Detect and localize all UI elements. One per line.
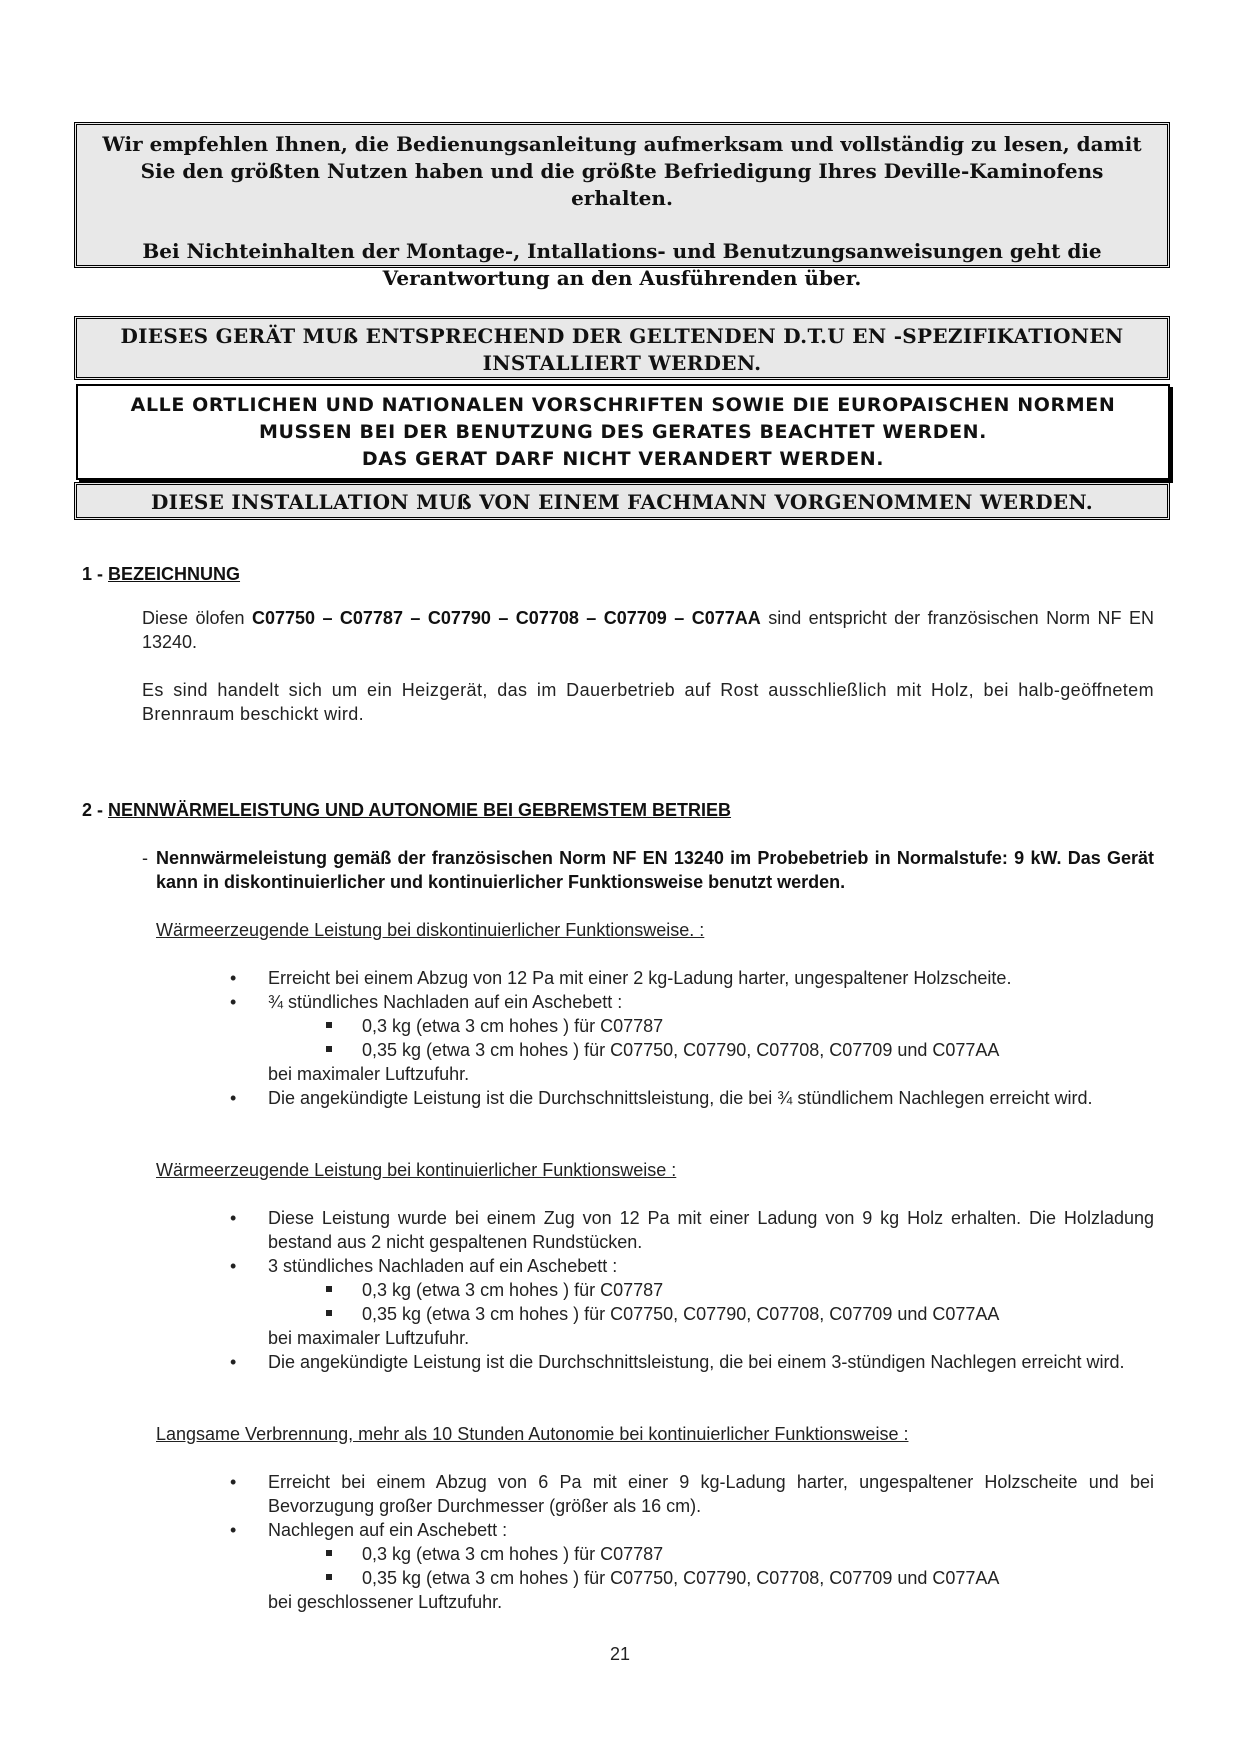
square-bullet-icon (326, 1022, 332, 1028)
sub-2-title: Wärmeerzeugende Leistung bei kontinuierlicher Funktionsweise : (156, 1160, 677, 1180)
sub-2-bullet-1: Diese Leistung wurde bei einem Zug von 12 Pa mit einer Ladung von 9 kg Holz erhalten. Die Holzladung bestand aus 2 nicht gespaltenen Rundstücken. (268, 1208, 1154, 1252)
sub-2-bullet-2: 3 stündliches Nachladen auf ein Aschebett : (268, 1256, 618, 1276)
sub-1-weight-1: 0,3 kg (etwa 3 cm hohes ) für C07787 (362, 1016, 664, 1036)
install-spec-box (74, 316, 1170, 380)
bullet-icon: • (230, 1352, 237, 1372)
square-bullet-icon (326, 1046, 332, 1052)
lead-dash: - (142, 848, 148, 868)
notice-paragraph-2: Bei Nichteinhalten der Montage-, Intallations- und Benutzungsanweisungen geht die Verantwortung an den Ausführenden über. (142, 239, 1102, 290)
sub-2-weight-1: 0,3 kg (etwa 3 cm hohes ) für C07787 (362, 1280, 664, 1300)
sub-3-weight-2: 0,35 kg (etwa 3 cm hohes ) für C07750, C07790, C07708, C07709 und C077AA (362, 1568, 1000, 1588)
bullet-icon: • (230, 1208, 237, 1228)
section-1-paragraph-1: Diese ölofen C07750 – C07787 – C07790 – C07708 – C07709 – C077AA sind entspricht der französischen Norm NF EN 13240. (142, 608, 1154, 652)
section-1-paragraph-2: Es sind handelt sich um ein Heizgerät, das im Dauerbetrieb auf Rost ausschließlich mit Holz, bei halb-geöffnetem Brennraum beschickt wird. (142, 680, 1154, 724)
bullet-icon: • (230, 1472, 237, 1492)
specialist-line: DIESE INSTALLATION MUß VON EINEM FACHMANN VORGENOMMEN WERDEN. (151, 490, 1093, 514)
sub-3-title: Langsame Verbrennung, mehr als 10 Stunden Autonomie bei kontinuierlicher Funktionsweise : (156, 1424, 909, 1444)
square-bullet-icon (326, 1286, 332, 1292)
sub-3-weight-1: 0,3 kg (etwa 3 cm hohes ) für C07787 (362, 1544, 664, 1564)
sub-2-bullet-3: Die angekündigte Leistung ist die Durchschnittsleistung, die bei einem 3-stündigen Nachlegen erreicht wird. (268, 1352, 1125, 1372)
sub-1-title: Wärmeerzeugende Leistung bei diskontinuierlicher Funktionsweise. : (156, 920, 705, 940)
sub-2-air-note: bei maximaler Luftzufuhr. (268, 1328, 470, 1348)
notice-paragraph-1: Wir empfehlen Ihnen, die Bedienungsanleitung aufmerksam und vollständig zu lesen, damit Sie den größten Nutzen haben und die größte Befriedigung Ihres Deville-Kaminofens erhalten. (102, 132, 1142, 210)
sub-3-bullet-2: Nachlegen auf ein Aschebett : (268, 1520, 508, 1540)
warning-line-1: ALLE ORTLICHEN UND NATIONALEN VORSCHRIFTEN SOWIE DIE EUROPAISCHEN NORMEN (130, 394, 1116, 416)
specialist-install-box (74, 482, 1170, 520)
bullet-icon: • (230, 1088, 237, 1108)
section-2-title: NENNWÄRMELEISTUNG UND AUTONOMIE BEI GEBREMSTEM BETRIEB (108, 800, 732, 820)
sub-3-bullet-1: Erreicht bei einem Abzug von 6 Pa mit einer 9 kg-Ladung harter, ungespaltener Holzscheite und bei Bevorzugung großer Durchmesser (größer als 16 cm). (268, 1472, 1154, 1516)
warning-line-2: MUSSEN BEI DER BENUTZUNG DES GERATES BEACHTET WERDEN. (258, 421, 988, 443)
install-spec-line-1: DIESES GERÄT MUß ENTSPRECHEND DER GELTENDEN D.T.U EN -SPEZIFIKATIONEN (120, 324, 1124, 348)
bullet-icon: • (230, 968, 237, 988)
sub-1-weight-2: 0,35 kg (etwa 3 cm hohes ) für C07750, C07790, C07708, C07709 und C077AA (362, 1040, 1000, 1060)
square-bullet-icon (326, 1550, 332, 1556)
section-1-heading: 1 - BEZEICHNUNG (82, 564, 241, 584)
model-numbers: C07750 – C07787 – C07790 – C07708 – C07709 – C077AA (251, 608, 761, 628)
section-2-heading: 2 - NENNWÄRMELEISTUNG UND AUTONOMIE BEI GEBREMSTEM BETRIEB (82, 800, 732, 820)
square-bullet-icon (326, 1574, 332, 1580)
bullet-icon: • (230, 1256, 237, 1276)
sub-2-weight-2: 0,35 kg (etwa 3 cm hohes ) für C07750, C07790, C07708, C07709 und C077AA (362, 1304, 1000, 1324)
square-bullet-icon (326, 1310, 332, 1316)
sub-1-bullet-1: Erreicht bei einem Abzug von 12 Pa mit einer 2 kg-Ladung harter, ungespaltener Holzscheite. (268, 968, 1012, 988)
sub-1-air-note: bei maximaler Luftzufuhr. (268, 1064, 470, 1084)
bullet-icon: • (230, 1520, 237, 1540)
sub-3-air-note: bei geschlossener Luftzufuhr. (268, 1592, 503, 1612)
nominal-output-lead: Nennwärmeleistung gemäß der französischen Norm NF EN 13240 im Probebetrieb in Normalstufe: 9 kW. Das Gerät kann in diskontinuierlicher und kontinuierlicher Funktionsweise benutzt werden. (156, 848, 1154, 892)
section-1-title: BEZEICHNUNG (108, 564, 241, 584)
sub-1-bullet-3: Die angekündigte Leistung ist die Durchschnittsleistung, die bei ¾ stündlichem Nachlegen erreicht wird. (268, 1088, 1093, 1108)
page-number: 21 (609, 1644, 631, 1664)
sub-1-bullet-2: ¾ stündliches Nachladen auf ein Aschebett : (268, 992, 623, 1012)
install-spec-line-2: INSTALLIERT WERDEN. (482, 351, 762, 375)
bullet-icon: • (230, 992, 237, 1012)
warning-line-3: DAS GERAT DARF NICHT VERANDERT WERDEN. (361, 448, 885, 470)
notice-box (74, 122, 1170, 290)
regulations-warning-box (76, 384, 1170, 480)
